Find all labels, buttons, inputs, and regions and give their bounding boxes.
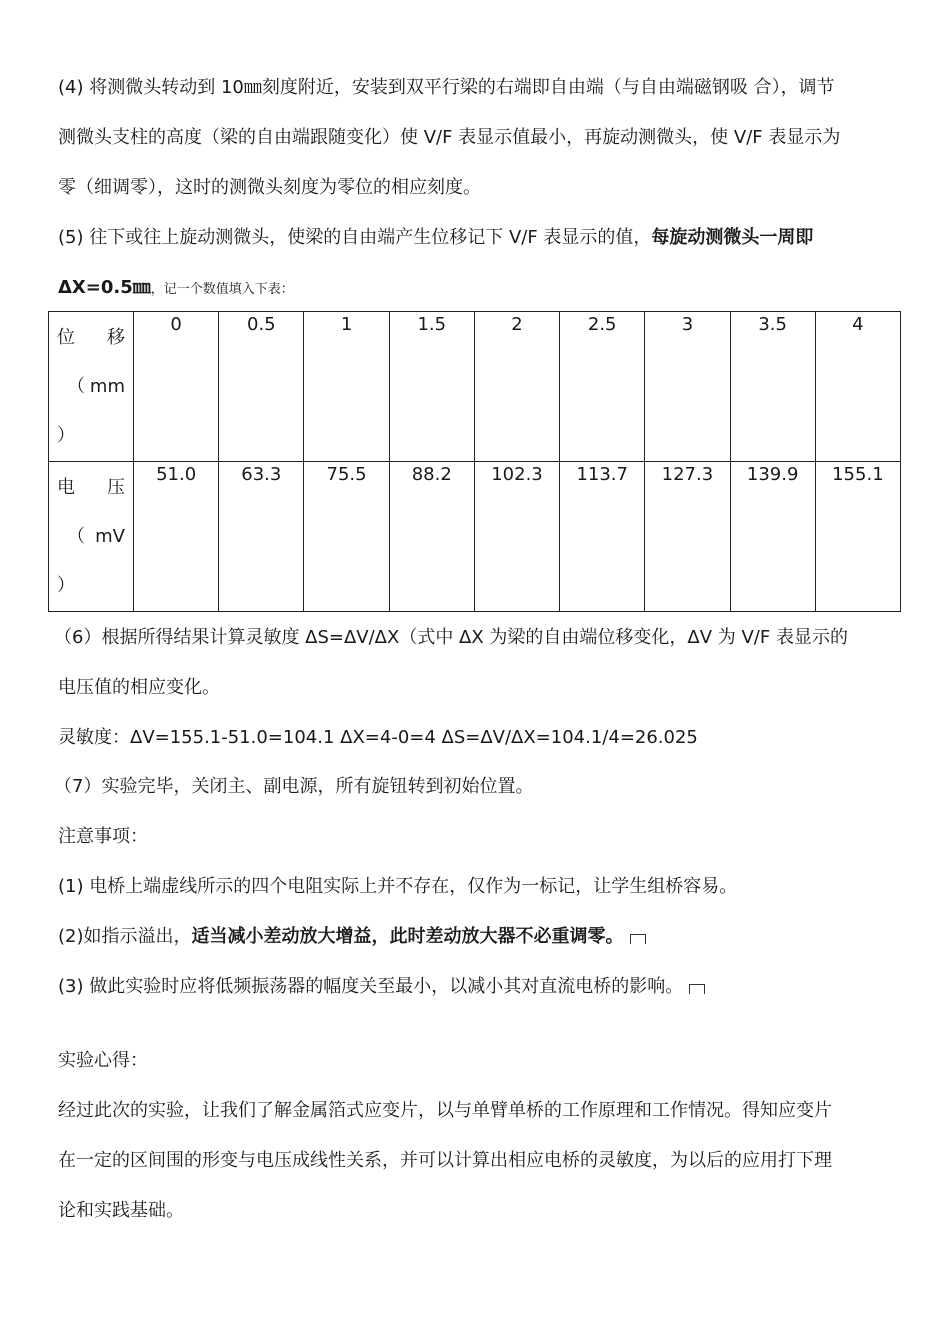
table-cell: 1.5 [389,312,474,462]
table-cell: 102.3 [474,462,559,612]
paragraph-mark-icon [689,984,705,994]
table-cell: 2 [474,312,559,462]
summary-line3: 论和实践基础。 [58,1200,184,1221]
header-char: 电 [57,477,75,498]
table-cell: 88.2 [389,462,474,612]
row-header-displacement [49,312,134,462]
table-cell: 2.5 [560,312,645,462]
table-row-voltage [49,462,901,612]
table-cell: 1 [304,312,389,462]
table-cell: 0.5 [219,312,304,462]
table-cell: 51.0 [134,462,219,612]
header-char: （ [67,526,85,547]
summary-title: 实验心得： [58,1050,148,1071]
step4-line2: 测微头支柱的高度（梁的自由端跟随变化）使 V/F 表显示值最小，再旋动测微头，使 V/F 表显示为 [58,127,841,148]
row-header-voltage [49,462,134,612]
step7-line: （7）实验完毕，关闭主、副电源，所有旋钮转到初始位置。 [54,776,534,797]
step4-line1: (4) 将测微头转动到 10㎜刻度附近，安装到双平行梁的右端即自由端（与自由端磁钢吸 合），调节 [58,77,835,98]
summary-line1: 经过此次的实验，让我们了解金属箔式应变片，以与单臂单桥的工作原理和工作情况。得知应变片 [58,1100,832,1121]
header-char: （ [67,376,85,397]
table-cell: 3.5 [730,312,815,462]
step4-line3: 零（细调零），这时的测微头刻度为零位的相应刻度。 [58,177,481,198]
header-char: ） [57,425,75,446]
measurement-table [48,311,901,612]
step5-note: ，记一个数值填入下表： [150,282,294,297]
header-unit: mm [89,376,125,397]
header-char: 压 [107,477,125,498]
header-char: 位 [57,327,75,348]
table-cell: 0 [134,312,219,462]
header-char: ） [57,575,75,596]
summary-line2: 在一定的区间围的形变与电压成线性关系，并可以计算出相应电桥的灵敏度，为以后的应用打下理 [58,1150,832,1171]
table-cell: 3 [645,312,730,462]
note-3-text: (3) 做此实验时应将低频振荡器的幅度关至最小，以减小其对直流电桥的影响。 [58,976,684,997]
notes-title: 注意事项： [58,826,148,847]
table-cell: 127.3 [645,462,730,612]
note-3 [58,975,705,999]
note-2 [58,925,646,949]
table-cell: 155.1 [815,462,900,612]
note-2-prefix: (2)如指示溢出， [58,926,192,947]
step6-line2: 电压值的相应变化。 [58,677,220,698]
step5-line1 [58,226,813,250]
delta-x-value: ΔX=0.5㎜ [58,277,151,298]
table-cell: 63.3 [219,462,304,612]
table-cell: 139.9 [730,462,815,612]
header-char: 移 [107,327,125,348]
note-2-bold: 适当减小差动放大增益，此时差动放大器不必重调零。 [191,926,624,947]
step5-line2 [58,276,294,302]
note-1: (1) 电桥上端虚线所示的四个电阻实际上并不存在，仅作为一标记，让学生组桥容易。 [58,876,738,897]
sensitivity-line: 灵敏度：ΔV=155.1-51.0=104.1 ΔX=4-0=4 ΔS=ΔV/ΔX=104.1/4=26.025 [58,727,698,748]
header-unit: mV [95,526,125,547]
table-row-displacement [49,312,901,462]
step6-line1: （6）根据所得结果计算灵敏度 ΔS=ΔV/ΔX（式中 ΔX 为梁的自由端位移变化，ΔV 为 V/F 表显示的 [54,627,848,648]
paragraph-mark-icon [630,934,646,944]
step5-text: (5) 往下或往上旋动测微头，使梁的自由端产生位移记下 V/F 表显示的值， [58,227,652,248]
step5-bold-text: 每旋动测微头一周即 [651,227,814,248]
table-cell: 113.7 [560,462,645,612]
table-cell: 75.5 [304,462,389,612]
table-cell: 4 [815,312,900,462]
